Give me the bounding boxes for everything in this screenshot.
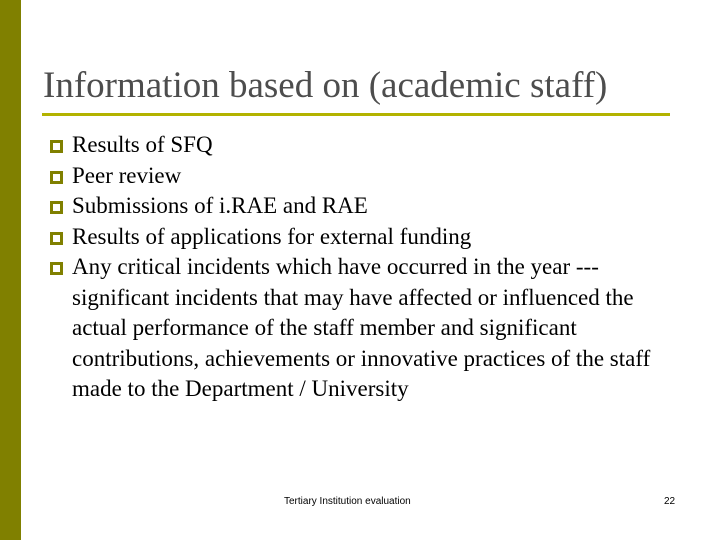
- square-bullet-icon: [50, 140, 63, 153]
- page-number: 22: [664, 496, 676, 507]
- bullet-item: [50, 252, 690, 405]
- left-accent-bar: [0, 0, 21, 540]
- bullet-text: Peer review: [72, 162, 182, 188]
- bullet-item: [50, 161, 690, 192]
- square-bullet-icon: [50, 232, 63, 245]
- bullet-item: [50, 130, 690, 161]
- bullet-text: Any critical incidents which have occurred in the year --- significant incidents that may have affected or influenced the actual performance of the staff member and significant contributions, achievements or innovative practices of the staff made to the Department / University: [72, 254, 651, 401]
- title-underline: [42, 113, 670, 116]
- slide-title: Information based on (academic staff): [43, 65, 608, 106]
- square-bullet-icon: [50, 201, 63, 214]
- square-bullet-icon: [50, 262, 63, 275]
- bullet-text: Results of SFQ: [72, 132, 213, 157]
- bullet-list: [50, 130, 690, 405]
- bullet-text: Submissions of i.RAE and RAE: [72, 193, 368, 218]
- bullet-item: [50, 222, 690, 253]
- bullet-item: [50, 191, 690, 222]
- square-bullet-icon: [50, 171, 63, 184]
- bullet-text: Results of applications for external funding: [72, 223, 472, 249]
- footer-text: Tertiary Institution evaluation: [284, 496, 411, 507]
